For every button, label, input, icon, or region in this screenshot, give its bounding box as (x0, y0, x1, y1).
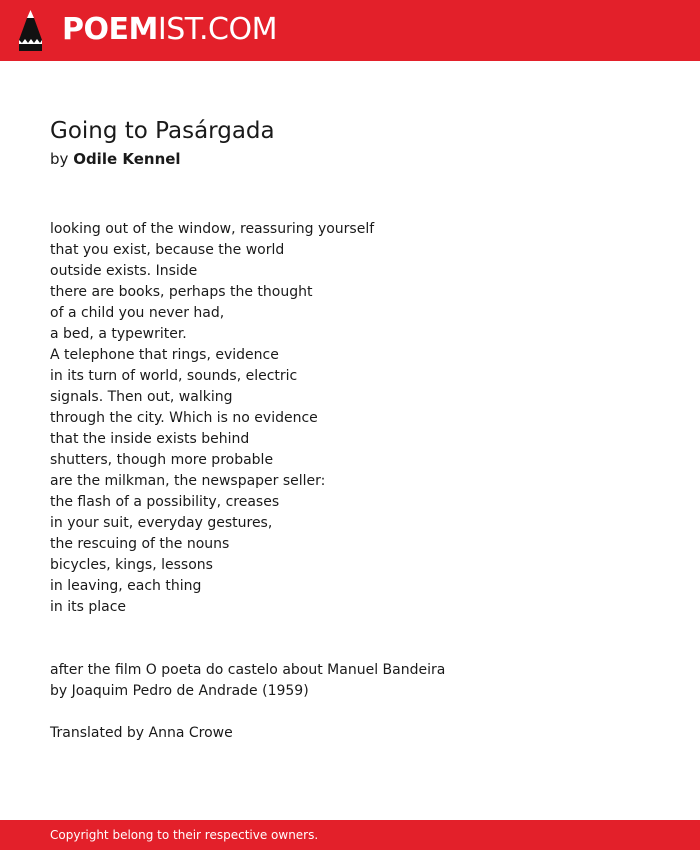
poem-line: the flash of a possibility, creases (50, 494, 280, 510)
brand-light-text: IST.COM (157, 12, 277, 47)
poem-note (50, 660, 650, 702)
poem-line: bicycles, kings, lessons (50, 557, 213, 573)
poem-line: the rescuing of the nouns (50, 536, 230, 552)
translator-credit: Translated by Anna Crowe (50, 725, 233, 741)
by-label: by (50, 150, 69, 168)
poem-title: Going to Pasárgada (50, 118, 275, 144)
site-footer (0, 820, 700, 850)
poem-line: in your suit, everyday gestures, (50, 515, 273, 531)
poem-line: in its place (50, 599, 127, 615)
byline (50, 148, 181, 170)
poem-line: are the milkman, the newspaper seller: (50, 473, 326, 489)
brand-bold-text: POEM (62, 12, 158, 47)
copyright-text: Copyright belong to their respective owners. (50, 828, 319, 842)
note-line: by Joaquim Pedro de Andrade (1959) (50, 683, 309, 699)
poem-line: through the city. Which is no evidence (50, 410, 318, 426)
poem-line: a bed, a typewriter. (50, 326, 187, 342)
pencil-tip-icon (18, 10, 43, 51)
poem-line: looking out of the window, reassuring yourself (50, 221, 375, 237)
poem-line: that you exist, because the world (50, 242, 285, 258)
poem-body (50, 219, 650, 618)
site-header (0, 0, 700, 61)
site-logo[interactable] (62, 10, 277, 50)
poem-line: in its turn of world, sounds, electric (50, 368, 298, 384)
poem-line: outside exists. Inside (50, 263, 198, 279)
poem-line: that the inside exists behind (50, 431, 250, 447)
poem-line: there are books, perhaps the thought (50, 284, 313, 300)
poem-line: in leaving, each thing (50, 578, 202, 594)
poem-line: A telephone that rings, evidence (50, 347, 279, 363)
note-line: after the film O poeta do castelo about Manuel Bandeira (50, 662, 446, 678)
poem-line: signals. Then out, walking (50, 389, 233, 405)
poem-author: Odile Kennel (73, 150, 181, 168)
poem-line: shutters, though more probable (50, 452, 274, 468)
poem-line: of a child you never had, (50, 305, 225, 321)
